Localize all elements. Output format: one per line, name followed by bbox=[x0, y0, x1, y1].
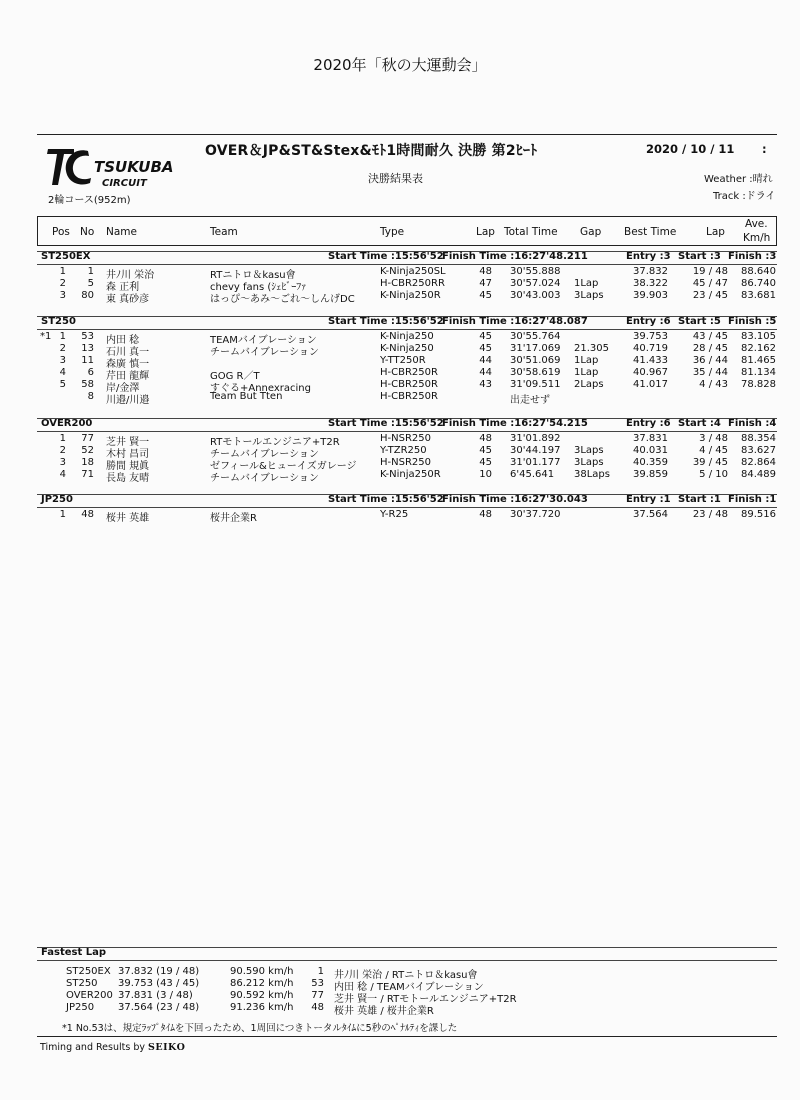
row-best-lap: 39 / 45 bbox=[692, 457, 728, 468]
row-team: chevy fans (ｼｪﾋﾞｰﾌｧ bbox=[210, 282, 307, 293]
row-laps: 45 bbox=[479, 343, 492, 354]
row-average-speed: 89.516 bbox=[741, 509, 776, 520]
row-best-lap: 43 / 45 bbox=[692, 331, 728, 342]
row-machine-type: Y-TZR250 bbox=[380, 445, 427, 456]
row-team: 桜井企業R bbox=[210, 513, 257, 524]
row-gap: 1Lap bbox=[574, 355, 599, 366]
row-laps: 48 bbox=[479, 433, 492, 444]
row-gap: 3Laps bbox=[574, 457, 604, 468]
row-best-lap: 19 / 48 bbox=[692, 266, 728, 277]
row-best-lap: 23 / 45 bbox=[692, 290, 728, 301]
row-number: 13 bbox=[81, 343, 94, 354]
row-best-lap: 23 / 48 bbox=[692, 509, 728, 520]
track-info: Track :ドライ bbox=[713, 191, 776, 202]
row-best-time: 38.322 bbox=[633, 278, 668, 289]
row-average-speed: 84.489 bbox=[741, 469, 776, 480]
fastest-lap-rider-team: 桜井 英雄 / 桜井企業R bbox=[334, 1006, 434, 1017]
row-rider-name: 森 正利 bbox=[106, 282, 140, 293]
row-average-speed: 83.627 bbox=[741, 445, 776, 456]
fastest-lap-bar bbox=[37, 947, 777, 961]
fastest-lap-speed: 91.236 km/h bbox=[230, 1002, 294, 1013]
event-title: 2020年「秋の大運動会」 bbox=[313, 56, 487, 74]
row-team: チームバイブレーション bbox=[210, 473, 319, 484]
row-position: 3 bbox=[59, 457, 66, 468]
section-start-count: Start :5 bbox=[678, 316, 721, 327]
penalty-note: *1 No.53は、規定ﾗｯﾌﾟﾀｲﾑを下回ったため、1周回につきトータルﾀｲﾑに5秒のﾍﾟﾅﾙﾃｨを課した bbox=[62, 1023, 458, 1034]
row-laps: 48 bbox=[479, 266, 492, 277]
fastest-lap-number: 53 bbox=[311, 978, 324, 989]
fastest-lap-time: 37.832 (19 / 48) bbox=[118, 966, 200, 977]
fastest-lap-speed: 90.590 km/h bbox=[230, 966, 294, 977]
row-laps: 10 bbox=[479, 469, 492, 480]
logo-sub: CIRCUIT bbox=[102, 178, 147, 189]
row-position: 2 bbox=[59, 445, 66, 456]
row-number: 1 bbox=[87, 266, 94, 277]
section-class-name: JP250 bbox=[41, 494, 73, 505]
row-rider-name: 桜井 英雄 bbox=[106, 513, 150, 524]
col-total-time: Total Time bbox=[504, 226, 558, 238]
section-finish-time: Finish Time :16:27'48.211 bbox=[442, 251, 588, 262]
row-rider-name: 勝間 規眞 bbox=[106, 461, 150, 472]
section-finish-time: Finish Time :16:27'30.043 bbox=[442, 494, 588, 505]
row-average-speed: 81.465 bbox=[741, 355, 776, 366]
timing-credit bbox=[40, 1042, 185, 1053]
row-gap: 3Laps bbox=[574, 445, 604, 456]
section-entry-count: Entry :6 bbox=[626, 418, 671, 429]
section-finish-count: Finish :1 bbox=[728, 494, 777, 505]
timing-credit-text: Timing and Results by bbox=[40, 1042, 145, 1053]
weather-info: Weather :晴れ bbox=[704, 174, 773, 185]
row-laps: 44 bbox=[479, 367, 492, 378]
footer-divider bbox=[37, 1036, 777, 1037]
row-gap: 21.305 bbox=[574, 343, 609, 354]
fastest-lap-number: 48 bbox=[311, 1002, 324, 1013]
row-total-time: 30'55.764 bbox=[510, 331, 561, 342]
section-finish-count: Finish :5 bbox=[728, 316, 777, 327]
row-laps: 45 bbox=[479, 290, 492, 301]
row-total-time: 6'45.641 bbox=[510, 469, 555, 480]
row-machine-type: H-NSR250 bbox=[380, 457, 431, 468]
row-best-time: 39.903 bbox=[633, 290, 668, 301]
row-average-speed: 83.681 bbox=[741, 290, 776, 301]
fastest-lap-time: 37.831 (3 / 48) bbox=[118, 990, 193, 1001]
row-position: 5 bbox=[59, 379, 66, 390]
col-no: No bbox=[80, 226, 95, 238]
row-best-time: 41.017 bbox=[633, 379, 668, 390]
row-average-speed: 88.640 bbox=[741, 266, 776, 277]
row-rider-name: 芝井 賢一 bbox=[106, 437, 150, 448]
row-number: 11 bbox=[81, 355, 94, 366]
row-machine-type: Y-R25 bbox=[380, 509, 409, 520]
course-name: 2輪コース(952m) bbox=[48, 195, 131, 206]
row-machine-type: K-Ninja250SL bbox=[380, 266, 446, 277]
row-average-speed: 83.105 bbox=[741, 331, 776, 342]
row-number: 80 bbox=[81, 290, 94, 301]
row-total-time: 30'51.069 bbox=[510, 355, 561, 366]
section-entry-count: Entry :1 bbox=[626, 494, 671, 505]
row-total-time: 31'01.177 bbox=[510, 457, 561, 468]
fastest-lap-rider-team: 井ﾉ川 栄治 / RTニトロ＆kasu會 bbox=[334, 970, 478, 981]
row-position: 1 bbox=[59, 331, 66, 342]
row-number: 52 bbox=[81, 445, 94, 456]
row-total-time: 30'44.197 bbox=[510, 445, 561, 456]
col-best-lap: Lap bbox=[706, 226, 725, 238]
row-rider-name: 長島 友晴 bbox=[106, 473, 150, 484]
header-divider bbox=[37, 134, 777, 135]
row-total-time: 31'17.069 bbox=[510, 343, 561, 354]
row-number: 77 bbox=[81, 433, 94, 444]
row-machine-type: K-Ninja250 bbox=[380, 343, 434, 354]
section-finish-time: Finish Time :16:27'48.087 bbox=[442, 316, 588, 327]
fastest-lap-class: ST250EX bbox=[66, 966, 111, 977]
row-machine-type: K-Ninja250R bbox=[380, 469, 441, 480]
row-number: 6 bbox=[87, 367, 94, 378]
row-average-speed: 78.828 bbox=[741, 379, 776, 390]
row-position: 3 bbox=[59, 290, 66, 301]
tsukuba-circuit-logo bbox=[44, 145, 214, 191]
section-start-time: Start Time :15:56'52 bbox=[328, 418, 444, 429]
row-total-time: 30'57.024 bbox=[510, 278, 561, 289]
row-position: 1 bbox=[59, 433, 66, 444]
row-laps: 45 bbox=[479, 331, 492, 342]
col-lap: Lap bbox=[476, 226, 495, 238]
fastest-lap-class: OVER200 bbox=[66, 990, 113, 1001]
row-total-time: 30'43.003 bbox=[510, 290, 561, 301]
row-best-time: 40.031 bbox=[633, 445, 668, 456]
seiko-logo: SEIKO bbox=[148, 1042, 186, 1053]
row-total-time: 30'58.619 bbox=[510, 367, 561, 378]
row-gap: 3Laps bbox=[574, 290, 604, 301]
fastest-lap-speed: 86.212 km/h bbox=[230, 978, 294, 989]
section-class-name: OVER200 bbox=[41, 418, 93, 429]
section-finish-count: Finish :4 bbox=[728, 418, 777, 429]
row-best-lap: 28 / 45 bbox=[692, 343, 728, 354]
row-position: 4 bbox=[59, 367, 66, 378]
section-finish-time: Finish Time :16:27'54.215 bbox=[442, 418, 588, 429]
row-team: はっぴ～あみ～ごれ～しんげDC bbox=[210, 294, 355, 305]
row-total-time: 30'55.888 bbox=[510, 266, 561, 277]
row-average-speed: 81.134 bbox=[741, 367, 776, 378]
section-class-name: ST250EX bbox=[41, 251, 91, 262]
row-position: 3 bbox=[59, 355, 66, 366]
fastest-lap-time: 37.564 (23 / 48) bbox=[118, 1002, 200, 1013]
row-machine-type: H-NSR250 bbox=[380, 433, 431, 444]
fastest-lap-number: 77 bbox=[311, 990, 324, 1001]
col-type: Type bbox=[380, 226, 405, 238]
row-average-speed: 82.162 bbox=[741, 343, 776, 354]
section-start-time: Start Time :15:56'52 bbox=[328, 494, 444, 505]
row-best-time: 40.719 bbox=[633, 343, 668, 354]
section-start-time: Start Time :15:56'52 bbox=[328, 316, 444, 327]
row-laps: 45 bbox=[479, 457, 492, 468]
row-machine-type: K-Ninja250 bbox=[380, 331, 434, 342]
row-best-time: 37.832 bbox=[633, 266, 668, 277]
col-ave: Ave. bbox=[745, 218, 768, 230]
section-entry-count: Entry :6 bbox=[626, 316, 671, 327]
logo-brand: TSUKUBA bbox=[94, 158, 174, 176]
section-finish-count: Finish :3 bbox=[728, 251, 777, 262]
fastest-lap-rider-team: 芝井 賢一 / RTモトールエンジニア+T2R bbox=[334, 994, 517, 1005]
fastest-lap-rider-team: 内田 稔 / TEAMバイブレーション bbox=[334, 982, 484, 993]
row-team: チームバイブレーション bbox=[210, 449, 319, 460]
row-rider-name: 森廣 慎一 bbox=[106, 359, 150, 370]
row-team: RTモトールエンジニア+T2R bbox=[210, 437, 340, 448]
row-team: チームバイブレーション bbox=[210, 347, 319, 358]
section-class-name: ST250 bbox=[41, 316, 76, 327]
row-rider-name: 川邉/川邉 bbox=[106, 395, 150, 406]
row-position: 2 bbox=[59, 278, 66, 289]
row-total-time: 31'09.511 bbox=[510, 379, 561, 390]
row-best-lap: 4 / 45 bbox=[699, 445, 728, 456]
col-pos: Pos bbox=[52, 226, 70, 238]
row-laps: 44 bbox=[479, 355, 492, 366]
fastest-lap-class: JP250 bbox=[66, 1002, 95, 1013]
row-team: GOG R／T bbox=[210, 371, 260, 382]
row-rider-name: 東 真砂彦 bbox=[106, 294, 150, 305]
row-number: 53 bbox=[81, 331, 94, 342]
col-best-time: Best Time bbox=[624, 226, 677, 238]
row-rider-name: 木村 昌司 bbox=[106, 449, 150, 460]
row-total-time: 31'01.892 bbox=[510, 433, 561, 444]
row-position: 1 bbox=[59, 266, 66, 277]
results-subtitle: 決勝結果表 bbox=[368, 172, 423, 185]
row-number: 18 bbox=[81, 457, 94, 468]
section-start-count: Start :1 bbox=[678, 494, 721, 505]
row-laps: 45 bbox=[479, 445, 492, 456]
row-laps: 43 bbox=[479, 379, 492, 390]
row-position: 2 bbox=[59, 343, 66, 354]
row-gap: 2Laps bbox=[574, 379, 604, 390]
row-machine-type: H-CBR250R bbox=[380, 379, 438, 390]
row-gap: 38Laps bbox=[574, 469, 610, 480]
row-team: ゼフィール&ヒューイズガレージ bbox=[210, 461, 357, 472]
row-best-lap: 4 / 43 bbox=[699, 379, 728, 390]
row-average-speed: 88.354 bbox=[741, 433, 776, 444]
col-name: Name bbox=[106, 226, 137, 238]
row-best-time: 40.967 bbox=[633, 367, 668, 378]
fastest-lap-title: Fastest Lap bbox=[41, 947, 106, 958]
row-machine-type: H-CBR250R bbox=[380, 367, 438, 378]
row-average-speed: 86.740 bbox=[741, 278, 776, 289]
row-rider-name: 井ﾉ川 栄治 bbox=[106, 270, 155, 281]
row-gap: 1Lap bbox=[574, 278, 599, 289]
row-best-lap: 35 / 44 bbox=[692, 367, 728, 378]
row-best-time: 37.564 bbox=[633, 509, 668, 520]
row-gap: 1Lap bbox=[574, 367, 599, 378]
fastest-lap-class: ST250 bbox=[66, 978, 98, 989]
col-kmh: Km/h bbox=[743, 232, 771, 244]
row-rider-name: 芹田 龍輝 bbox=[106, 371, 150, 382]
row-best-time: 40.359 bbox=[633, 457, 668, 468]
row-position: 1 bbox=[59, 509, 66, 520]
row-team: Team But Tten bbox=[210, 391, 283, 402]
row-team: RTニトロ＆kasu會 bbox=[210, 270, 296, 281]
row-position: 4 bbox=[59, 469, 66, 480]
row-best-lap: 36 / 44 bbox=[692, 355, 728, 366]
row-best-lap: 5 / 10 bbox=[699, 469, 728, 480]
col-gap: Gap bbox=[580, 226, 602, 238]
row-laps: 47 bbox=[479, 278, 492, 289]
row-machine-type: Y-TT250R bbox=[380, 355, 426, 366]
row-total-time: 出走せず bbox=[510, 395, 550, 406]
row-number: 8 bbox=[87, 391, 94, 402]
row-best-time: 39.753 bbox=[633, 331, 668, 342]
row-average-speed: 82.864 bbox=[741, 457, 776, 468]
row-best-time: 39.859 bbox=[633, 469, 668, 480]
section-start-count: Start :4 bbox=[678, 418, 721, 429]
row-rider-name: 内田 稔 bbox=[106, 335, 140, 346]
row-penalty-mark: *1 bbox=[40, 331, 52, 342]
row-number: 48 bbox=[81, 509, 94, 520]
row-best-time: 41.433 bbox=[633, 355, 668, 366]
row-rider-name: 岸/金澤 bbox=[106, 383, 140, 394]
row-number: 71 bbox=[81, 469, 94, 480]
race-time-separator: : bbox=[762, 142, 767, 156]
row-laps: 48 bbox=[479, 509, 492, 520]
row-machine-type: K-Ninja250R bbox=[380, 290, 441, 301]
row-rider-name: 石川 真一 bbox=[106, 347, 150, 358]
race-date: 2020 / 10 / 11 bbox=[646, 142, 735, 156]
col-team: Team bbox=[210, 226, 238, 238]
race-title: OVER＆JP&ST&Stex&ﾓﾄ1時間耐久 決勝 第2ﾋｰﾄ bbox=[205, 143, 538, 159]
row-machine-type: H-CBR250R bbox=[380, 391, 438, 402]
row-machine-type: H-CBR250RR bbox=[380, 278, 445, 289]
row-number: 5 bbox=[87, 278, 94, 289]
section-start-count: Start :3 bbox=[678, 251, 721, 262]
fastest-lap-number: 1 bbox=[317, 966, 324, 977]
row-total-time: 30'37.720 bbox=[510, 509, 561, 520]
row-best-time: 37.831 bbox=[633, 433, 668, 444]
fastest-lap-time: 39.753 (43 / 45) bbox=[118, 978, 200, 989]
row-number: 58 bbox=[81, 379, 94, 390]
row-best-lap: 45 / 47 bbox=[692, 278, 728, 289]
section-start-time: Start Time :15:56'52 bbox=[328, 251, 444, 262]
fastest-lap-speed: 90.592 km/h bbox=[230, 990, 294, 1001]
row-best-lap: 3 / 48 bbox=[699, 433, 728, 444]
row-team: TEAMバイブレーション bbox=[210, 335, 317, 346]
section-entry-count: Entry :3 bbox=[626, 251, 671, 262]
row-team: すぐる+Annexracing bbox=[210, 383, 311, 394]
